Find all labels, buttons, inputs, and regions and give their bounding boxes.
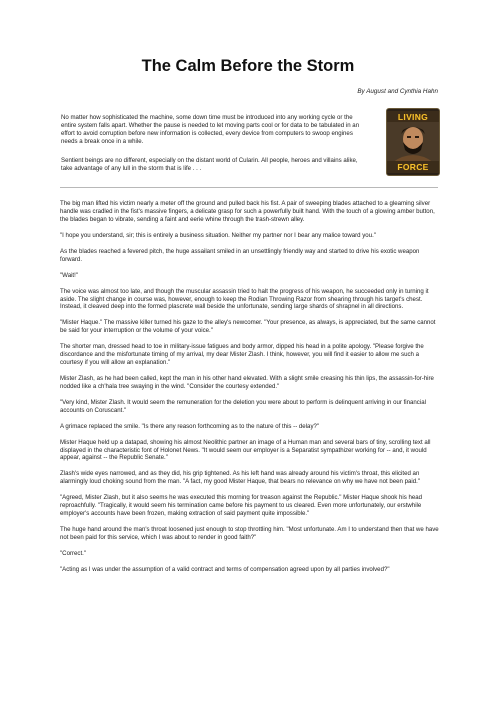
intro-paragraph: No matter how sophisticated the machine, some down time must be introduced into any working cycle or the entire system falls apart. Whether the pause is needed to let moving parts cool or for data to be tabulated in an effort to avoid corruption before new information is collected, every device from computers to swoop engines needs a break once in a while. bbox=[61, 114, 360, 145]
page-title: The Calm Before the Storm bbox=[141, 57, 355, 75]
logo-bottom-text: FORCE bbox=[387, 161, 439, 173]
character-portrait-icon bbox=[387, 122, 439, 162]
story-paragraph: "Correct." bbox=[60, 549, 86, 557]
story-paragraph: Zlash's wide eyes narrowed, and as they did, his grip tightened. As his left hand was already around his victim's throat, this elicited an alarmingly loud choking sound from the man. "A fact, my good Mister Haque, that bears no relevance on why we have not been paid." bbox=[60, 470, 420, 486]
intro-paragraph: Sentient beings are no different, especially on the distant world of Cularin. All people, heroes and villains alike, take advantage of any lull in the storm that is life . . . bbox=[61, 156, 358, 172]
story-paragraph: "Agreed, Mister Zlash, but it also seems he was executed this morning for treason against the Republic." Mister Haque shook his head reproachfully. "Tragically, it would seem his termination came before his payment to us cleared. Even more unfortunately, our erstwhile employer's accounts have been frozen, making extraction of said payment quite impossible." bbox=[60, 494, 423, 518]
story-paragraph: The shorter man, dressed head to toe in military-issue fatigues and body armor, dipped his head in a polite apology. "Please forgive the discordance and the misfortunate timing of my arrival, my dear Mister Zlash. I think, however, you will find it easier to allow me such a courtesy if you will allow an explanation." bbox=[60, 343, 424, 366]
story-paragraph: The voice was almost too late, and though the muscular assassin tried to halt the progress of his weapon, he succeeded only in turning it aside. The slight change in course was, however, enough to keep the Rodian Throwing Razor from shearing through his target's chest. Instead, it cleaved deep into the formed plascrete wall beside the unfortunate, sending large shards of shrapnel in all directions. bbox=[60, 287, 429, 311]
story-paragraph: "Mister Haque." The massive killer turned his gaze to the alley's newcomer. "Your presence, as always, is appreciated, but the same cannot be said for your interruption or the volume of your voice." bbox=[60, 319, 436, 335]
story-paragraph: "Wait!" bbox=[60, 271, 78, 279]
story-body bbox=[60, 200, 442, 582]
intro-section bbox=[61, 114, 361, 183]
story-paragraph: A grimace replaced the smile. "Is there any reason forthcoming as to the nature of this -- delay?" bbox=[60, 422, 320, 430]
story-paragraph: "Very kind, Mister Zlash. It would seem the remuneration for the deletion you were about to perform is delinquent arriving in our financial accounts on Coruscant." bbox=[60, 398, 426, 414]
living-force-logo bbox=[386, 108, 440, 176]
story-paragraph: "Acting as I was under the assumption of a valid contract and terms of compensation agreed upon by all parties involved?" bbox=[60, 565, 390, 573]
section-divider bbox=[60, 187, 438, 188]
logo-top-text: LIVING bbox=[387, 111, 439, 123]
story-paragraph: "I hope you understand, sir; this is entirely a business situation. Neither my partner nor I bear any malice toward you." bbox=[60, 231, 376, 239]
story-paragraph: As the blades reached a fevered pitch, the huge assailant smiled in an unsettlingly friendly way and started to drive his exotic weapon forward. bbox=[60, 247, 420, 263]
story-paragraph: Mister Haque held up a datapad, showing his almost Neolithic partner an image of a Human man and several bars of tiny, scrolling text all displayed in the characteristic font of Holonet News. "It would seem our employer is a Separatist sympathizer working for -- and, it would appear, against -- the Republic Senate." bbox=[60, 438, 431, 462]
story-paragraph: Mister Zlash, as he had been called, kept the man in his other hand elevated. With a slight smile creasing his thin lips, the assassin-for-hire nodded like a ch'hala tree swaying in the wind. "Consider the courtesy extended." bbox=[60, 374, 434, 390]
story-paragraph: The big man lifted his victim nearly a meter off the ground and pulled back his fist. A pair of sweeping blades attached to a gleaming silver handle was cradled in the fist's massive fingers, a delicate grasp for such a powerfully built hand. With the touch of a glowing amber button, the blades began to vibrate, sending a faint and eerie whine through the trash-strewn alley. bbox=[60, 200, 435, 223]
author-byline: By August and Cynthia Hahn bbox=[357, 88, 438, 95]
story-paragraph: The huge hand around the man's throat loosened just enough to stop throttling him. "Most unfortunate. Am I to understand then that we have not been paid for this service, which I was about to render in good faith?" bbox=[60, 526, 439, 541]
